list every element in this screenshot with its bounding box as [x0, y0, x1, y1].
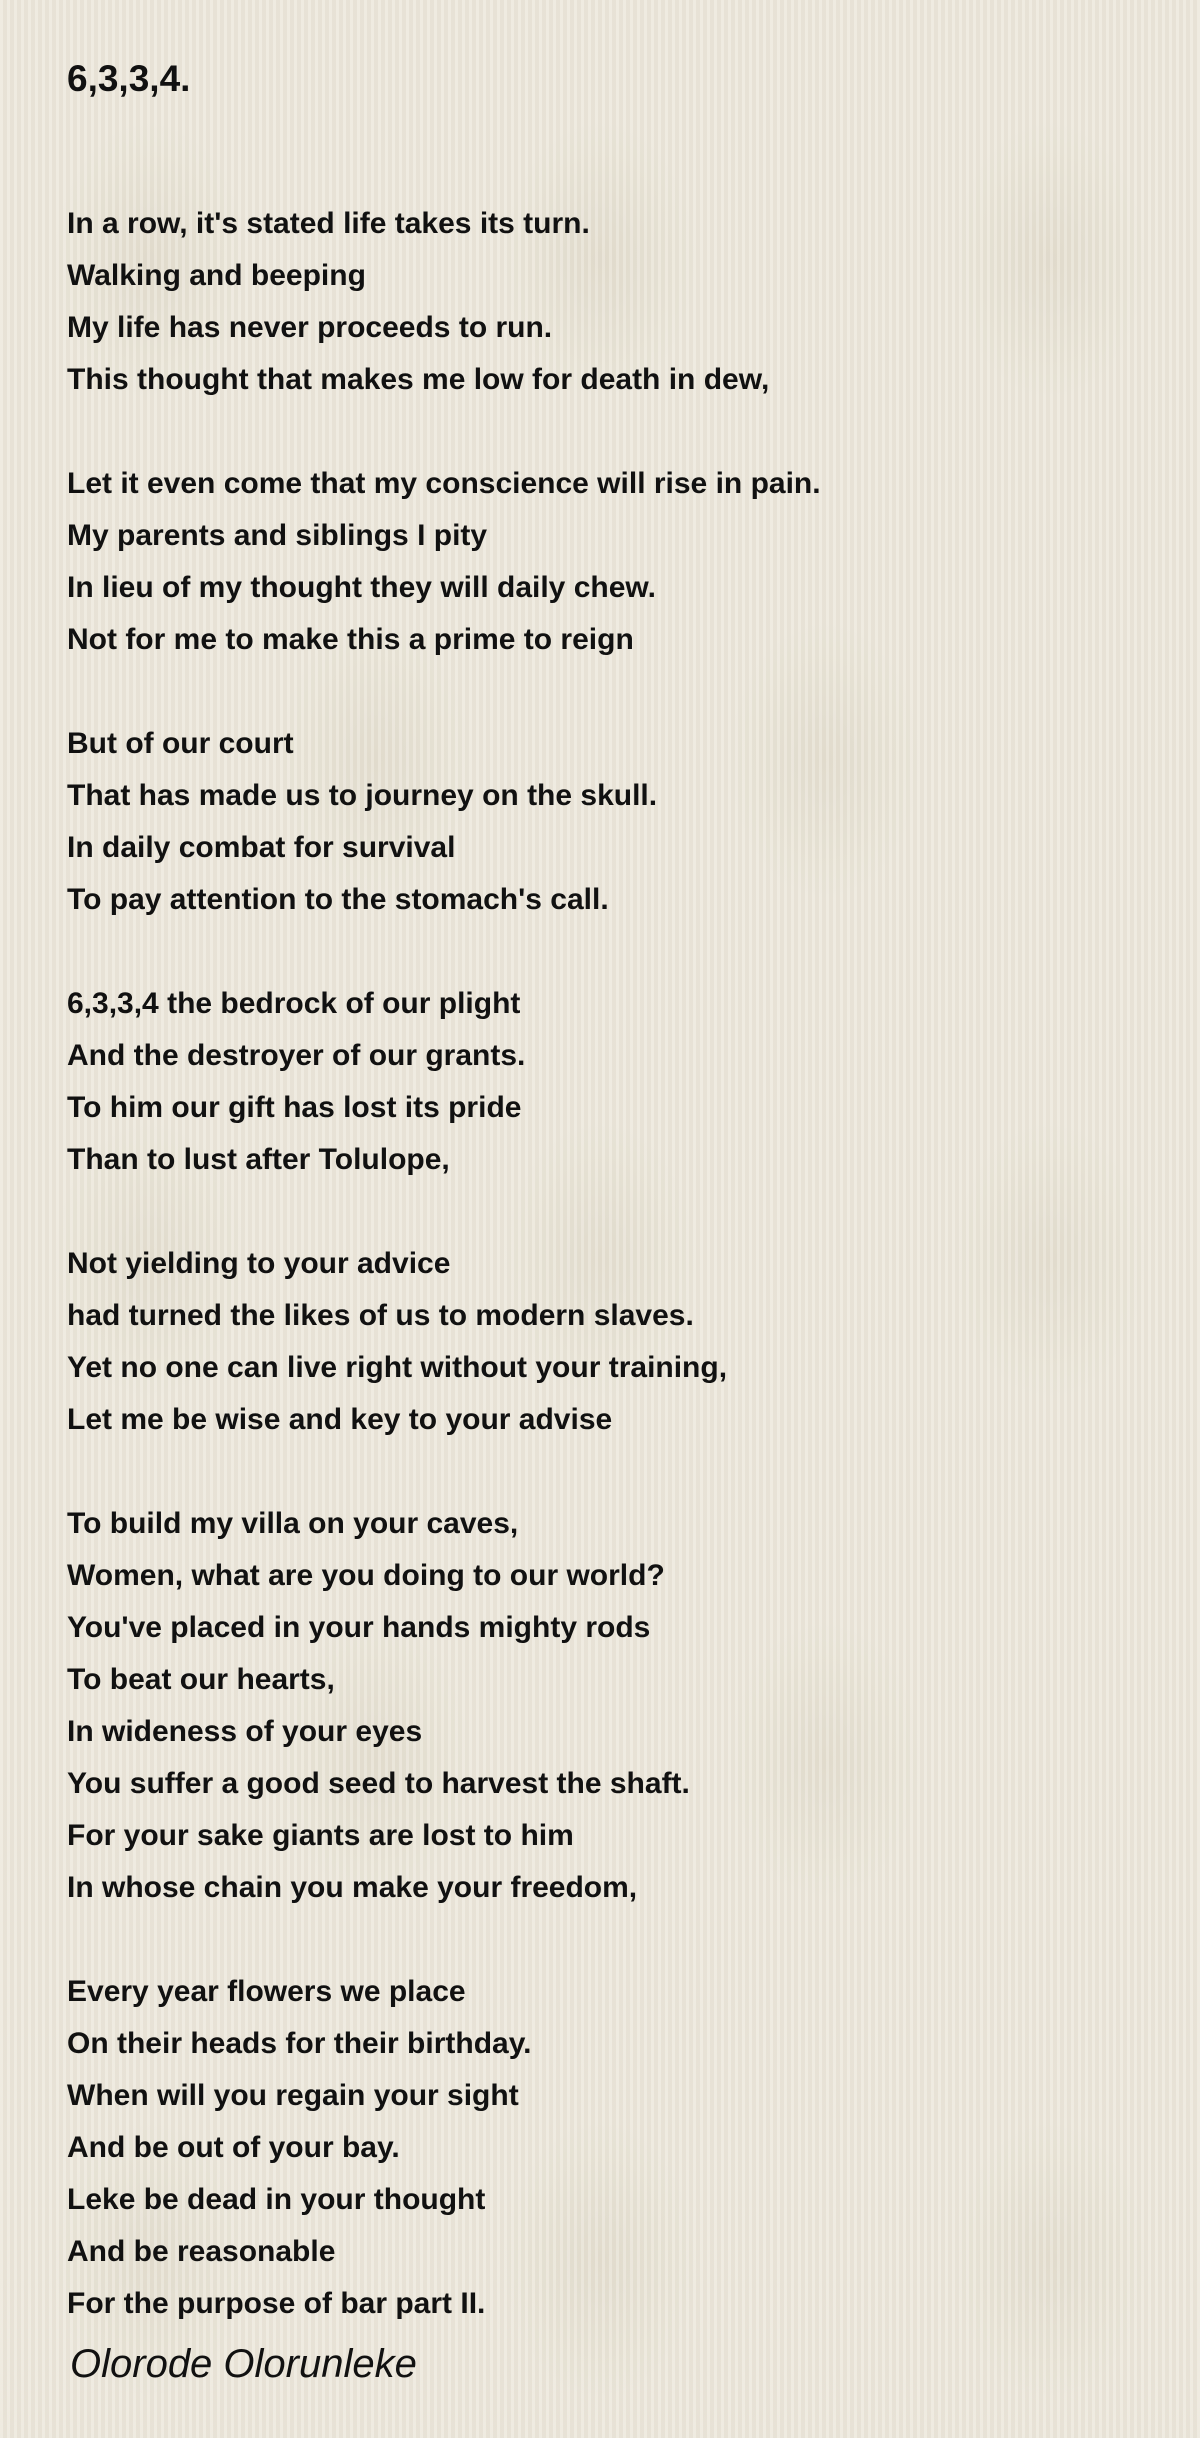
poem-line: And be reasonable	[67, 2235, 336, 2268]
poem-line: had turned the likes of us to modern slaves.	[67, 1299, 694, 1332]
poem-line: Yet no one can live right without your training,	[67, 1351, 728, 1384]
poem-line: 6,3,3,4 the bedrock of our plight	[67, 987, 521, 1020]
poem-line: You suffer a good seed to harvest the shaft.	[67, 1767, 690, 1800]
poem-line: Walking and beeping	[67, 259, 366, 292]
poem-line: To him our gift has lost its pride	[67, 1091, 522, 1124]
poem-line: Leke be dead in your thought	[67, 2183, 486, 2216]
poem-line: Than to lust after Tolulope,	[67, 1143, 450, 1176]
poem-line: Women, what are you doing to our world?	[67, 1559, 665, 1592]
poem-line: Let me be wise and key to your advise	[67, 1403, 613, 1436]
poem-line: For the purpose of bar part II.	[67, 2287, 486, 2320]
poem-line: To build my villa on your caves,	[67, 1507, 519, 1540]
poem-line: My parents and siblings I pity	[67, 519, 488, 552]
poem-line: Not yielding to your advice	[67, 1247, 451, 1280]
poem-line: In whose chain you make your freedom,	[67, 1871, 638, 1904]
poem-line: That has made us to journey on the skull.	[67, 779, 658, 812]
stanza-2	[67, 458, 1147, 666]
poem-line: To pay attention to the stomach's call.	[67, 883, 609, 916]
poem-line: And be out of your bay.	[67, 2131, 400, 2164]
stanza-3	[67, 718, 1147, 926]
poem-line: And the destroyer of our grants.	[67, 1039, 526, 1072]
poem-line: You've placed in your hands mighty rods	[67, 1611, 651, 1644]
stanza-1	[67, 198, 1147, 406]
poem-title: 6,3,3,4.	[67, 58, 191, 99]
poem-line: This thought that makes me low for death in dew,	[67, 363, 770, 396]
poem-line: To beat our hearts,	[67, 1663, 335, 1696]
poem-line: When will you regain your sight	[67, 2079, 519, 2112]
poem-line: But of our court	[67, 727, 294, 760]
poem-line: In daily combat for survival	[67, 831, 456, 864]
poem-line: Let it even come that my conscience will rise in pain.	[67, 467, 821, 500]
stanza-7	[67, 1966, 1147, 2330]
poem-line: Not for me to make this a prime to reign	[67, 623, 634, 656]
poem-line: Every year flowers we place	[67, 1975, 466, 2008]
stanza-5	[67, 1238, 1147, 1446]
poem	[67, 54, 1147, 2330]
poem-line: My life has never proceeds to run.	[67, 311, 553, 344]
poem-body	[67, 198, 1147, 2330]
poem-author: Olorode Olorunleke	[70, 2342, 417, 2386]
stanza-4	[67, 978, 1147, 1186]
poem-line: For your sake giants are lost to him	[67, 1819, 574, 1852]
poem-line: In lieu of my thought they will daily chew.	[67, 571, 656, 604]
poem-line: In a row, it's stated life takes its turn.	[67, 207, 590, 240]
stanza-6	[67, 1498, 1147, 1914]
poem-line: In wideness of your eyes	[67, 1715, 423, 1748]
poem-line: On their heads for their birthday.	[67, 2027, 532, 2060]
